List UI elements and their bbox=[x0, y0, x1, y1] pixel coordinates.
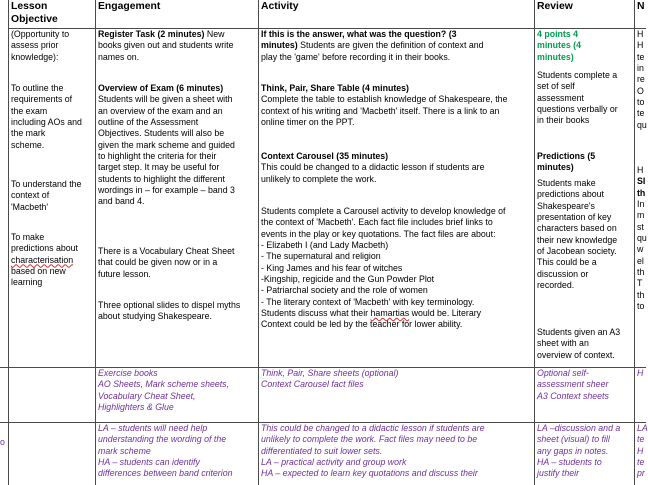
activity-resources: Think, Pair, Share sheets (optional) Context Carousel fact files bbox=[261, 368, 399, 390]
activity-answer-question: If this is the answer, what was the question? (3 minutes) Students are given the definition of context and play the 'game' before recording it in their books. bbox=[261, 29, 484, 62]
review-self-assessment: Students complete a set of self assessment questions verbally or in their books bbox=[537, 70, 618, 126]
header-lesson-objective: Lesson Objective bbox=[11, 1, 58, 25]
engagement-exam-overview: Overview of Exam (6 minutes) Students will be given a sheet with an overview of the exam and an outline of the Assessment Objectives. Students will also be given the mark scheme and guided to highlight the criteria for their target step. It may be useful for students to highlight the different wordings in – for example – band 3 and band 4. bbox=[98, 83, 235, 207]
activity-differentiation: This could be changed to a didactic lesson if students are unlikely to complete the work. Fact files may need to be differentiated to suit lower sets. LA – practical activity and group work HA – expected to learn key quotations and discuss their bbox=[261, 423, 485, 479]
header-next: N bbox=[637, 1, 645, 12]
review-context-sheet: Students given an A3 sheet with an overview of context. bbox=[537, 327, 621, 360]
next-mid-fragment: H SI th In m st qu w el th T th to bbox=[637, 165, 647, 312]
objective-context: To understand the context of 'Macbeth' bbox=[11, 179, 82, 212]
objective-predictions: To make predictions about characterisation based on new learning bbox=[11, 232, 78, 288]
next-diff-fragment: LA te H te pr bbox=[637, 423, 648, 479]
grid-line bbox=[258, 0, 259, 485]
clipped-left-text: o bbox=[0, 437, 5, 447]
activity-carousel-details: Students complete a Carousel activity to develop knowledge of the context of 'Macbeth'. Each fact file includes brief links to events in the play or key quotations. The fact files are about: - Elizabeth I (and Lady Macbeth) - The supernatural and religion - King James and his fear of witches -Kingship, regicide and the Gun Powder Plot - Patriarchal society and the role of women - The literary context of 'Macbeth' with key terminology. Students discuss what their hamartias would be. Literary Context could be led by the teacher for lower ability. bbox=[261, 206, 506, 330]
objective-exam-outline: To outline the requirements of the exam including AOs and the mark scheme. bbox=[11, 83, 82, 150]
header-activity: Activity bbox=[261, 1, 299, 12]
review-predictions-title: Predictions (5 minutes) bbox=[537, 151, 596, 173]
engagement-resources: Exercise books AO Sheets, Mark scheme sheets, Vocabulary Cheat Sheet, Highlighters & Glue bbox=[98, 368, 230, 413]
next-top-fragment: H H te in re O to te qu bbox=[637, 29, 647, 130]
review-four-points: 4 points 4 minutes (4 minutes) bbox=[537, 29, 581, 62]
next-resources-fragment: H bbox=[637, 368, 644, 378]
grid-line bbox=[95, 0, 96, 485]
engagement-register-task: Register Task (2 minutes) New books given out and students write names on. bbox=[98, 29, 234, 62]
column-lesson-objective bbox=[11, 0, 95, 485]
review-predictions: Students make predictions about Shakespeare's presentation of key characters based on their new knowledge of Jacobean society. This could be a discussion or recorded. bbox=[537, 178, 618, 291]
engagement-vocab-sheet: There is a Vocabulary Cheat Sheet that could be given now or in a future lesson. bbox=[98, 246, 235, 279]
column-next-clipped bbox=[637, 0, 646, 485]
review-resources: Optional self- assessment sheer A3 Context sheets bbox=[537, 368, 609, 401]
review-differentiation: LA –discussion and a sheet (visual) to fill any gaps in notes. HA – students to justify their bbox=[537, 423, 621, 479]
header-review: Review bbox=[537, 1, 573, 12]
engagement-differentiation: LA – students will need help understanding the wording of the mark scheme HA – students can identify differences between band criterion bbox=[98, 423, 233, 479]
column-review bbox=[537, 0, 634, 485]
grid-line bbox=[534, 0, 535, 485]
header-engagement: Engagement bbox=[98, 1, 161, 12]
engagement-myths-slides: Three optional slides to dispel myths about studying Shakespeare. bbox=[98, 300, 241, 322]
objective-prior-knowledge: (Opportunity to assess prior knowledge): bbox=[11, 29, 70, 62]
column-activity bbox=[261, 0, 534, 485]
activity-context-carousel: Context Carousel (35 minutes) This could be changed to a didactic lesson if students are unlikely to complete the work. bbox=[261, 151, 485, 184]
column-engagement bbox=[98, 0, 258, 485]
grid-line bbox=[8, 0, 9, 485]
activity-think-pair-share: Think, Pair, Share Table (4 minutes) Complete the table to establish knowledge of Shakespeare, the context of his writing and 'Macbeth' itself. There is a link to an online timer on the PPT. bbox=[261, 83, 508, 128]
grid-line bbox=[634, 0, 635, 485]
